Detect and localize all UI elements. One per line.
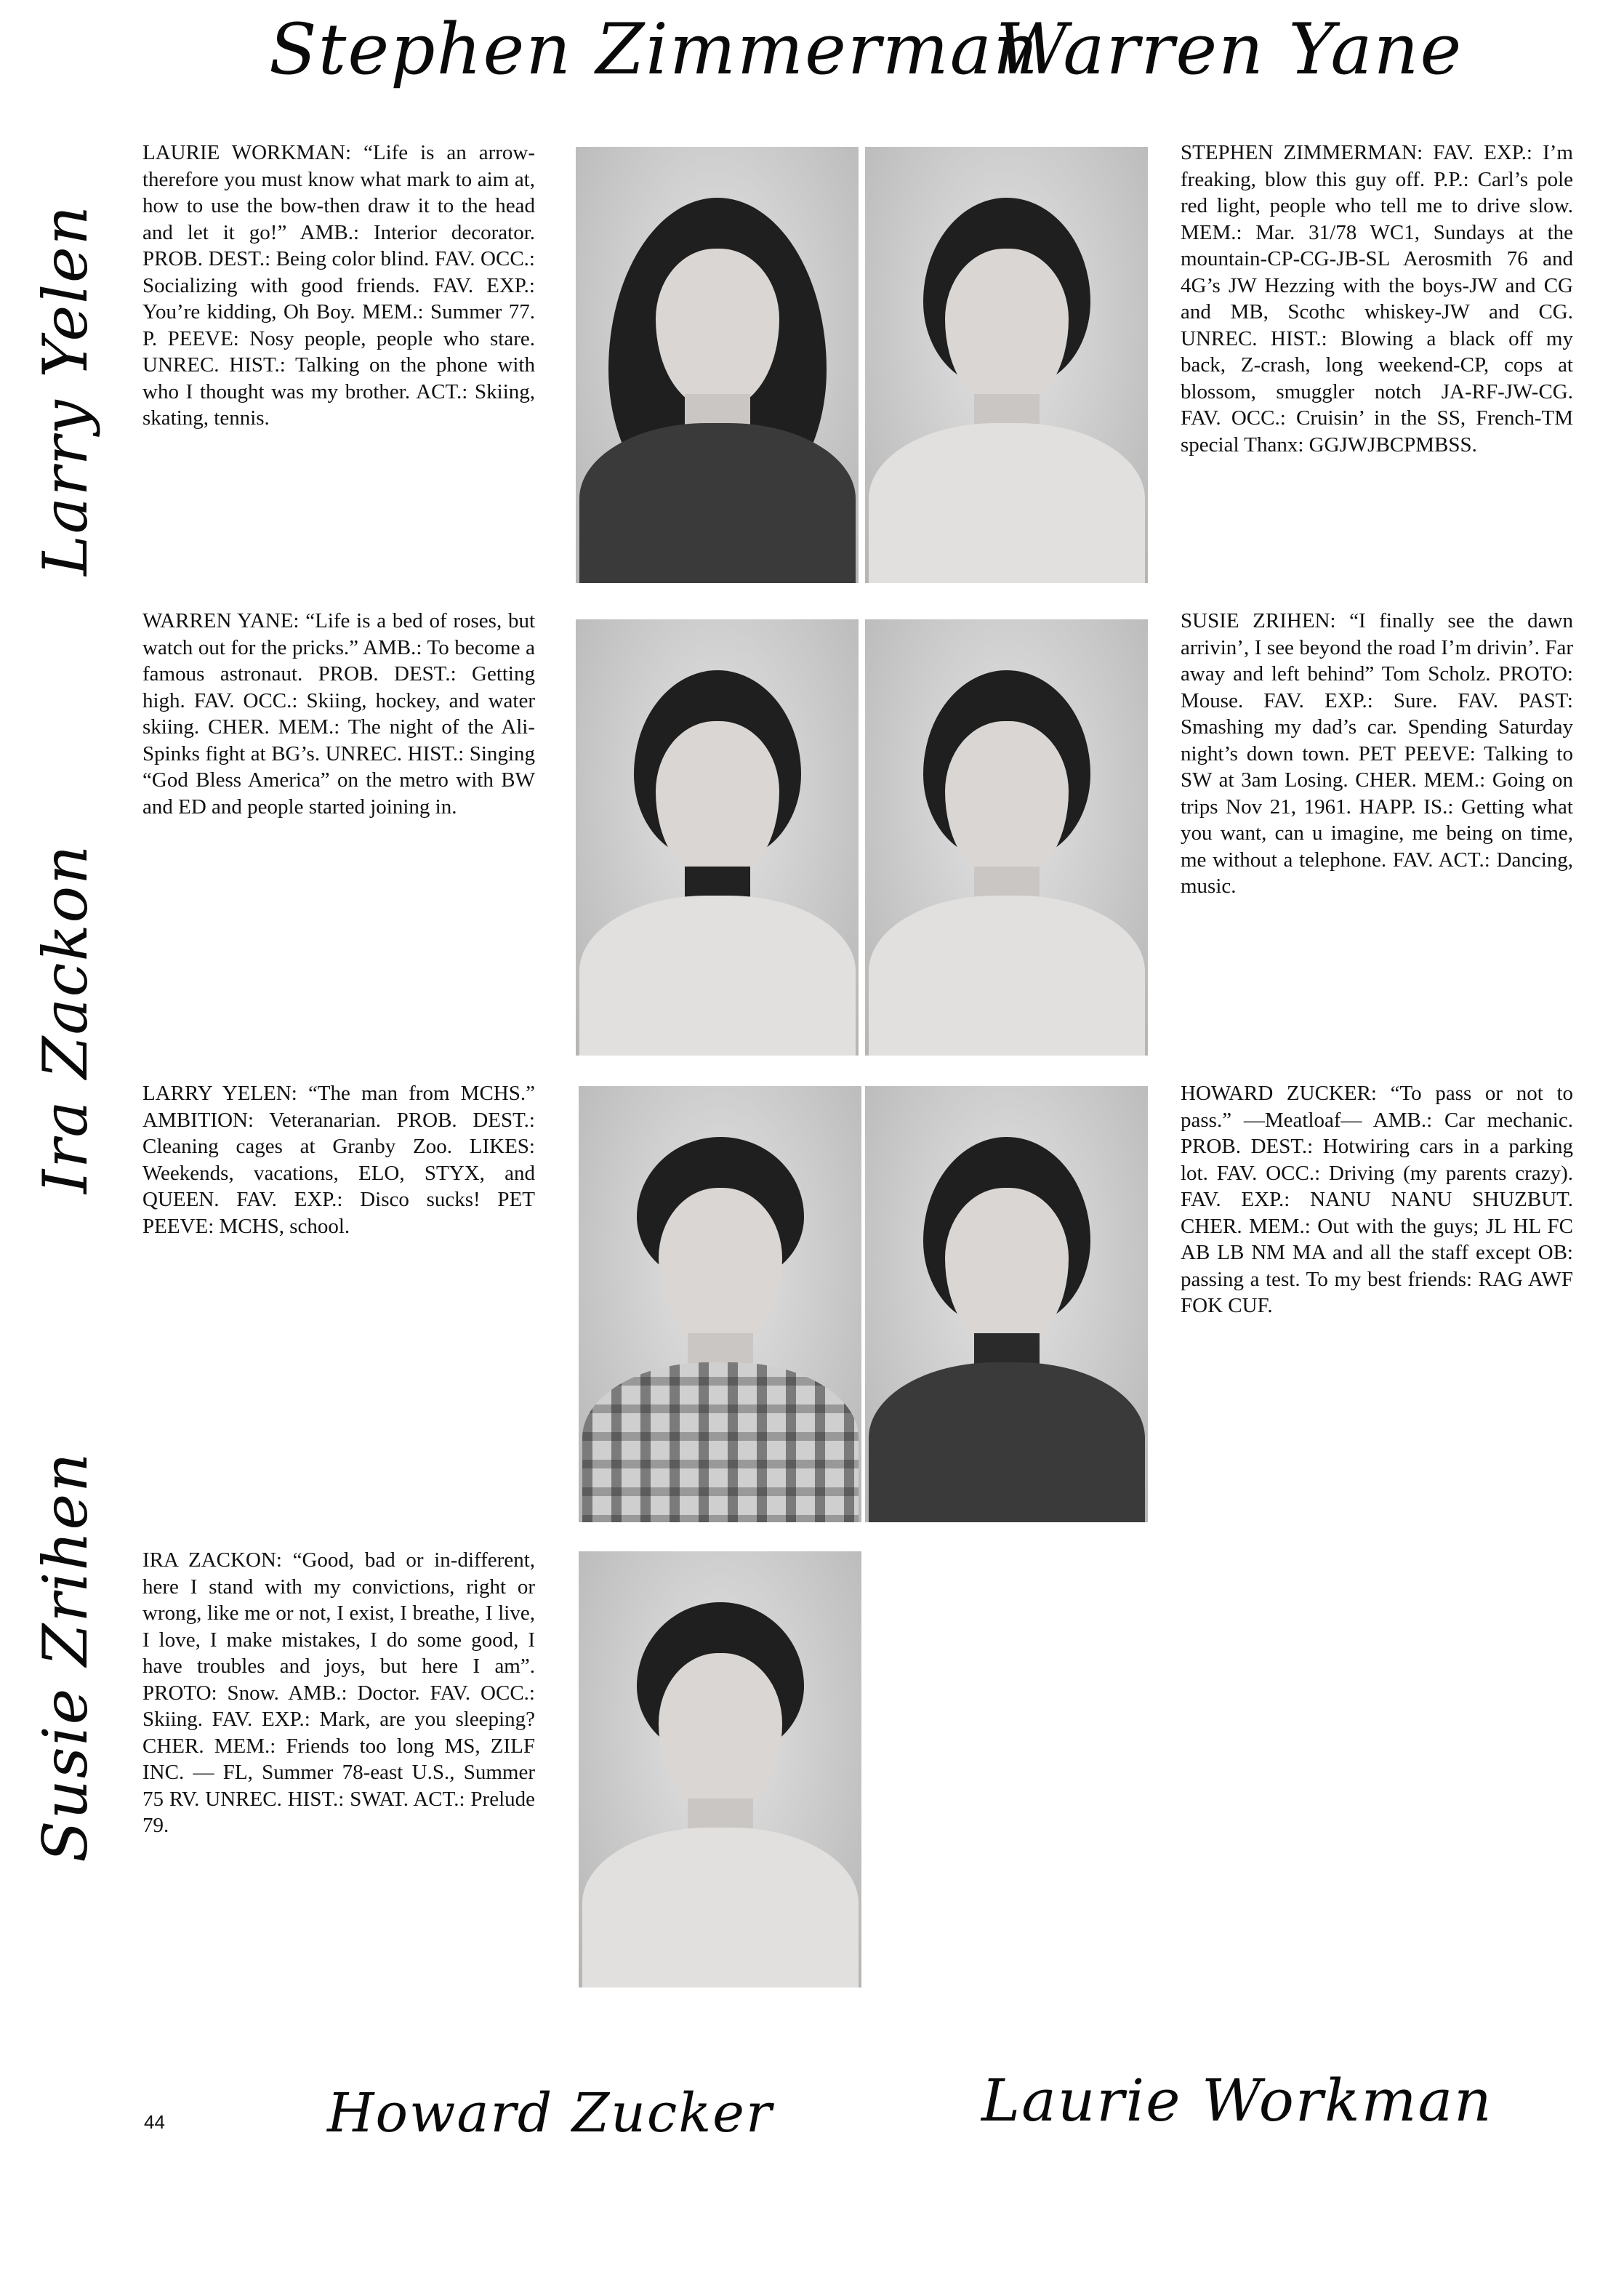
signature-howard-zucker: Howard Zucker: [327, 2082, 773, 2145]
bio-larry-yelen: LARRY YELEN: “The man from MCHS.” AMBITION: Veteranarian. PROB. DEST.: Cleaning cages at Granby Zoo. LIKES: Weekends, vacations, ELO, STYX, and QUEEN. FAV. EXP.: Disco sucks! PET PEEVE: MCHS, school.: [142, 1082, 535, 1238]
portrait-photo: [579, 1086, 861, 1522]
portrait-photo: [865, 147, 1148, 583]
signature-susie-zrihen: Susie Zrihen: [30, 1451, 101, 1862]
portrait-photo: [579, 1551, 861, 1987]
bio-ira-zackon: IRA ZACKON: “Good, bad or in-different, here I stand with my convictions, right or wrong, like me or not, I exist, I breathe, I live, I love, I make mistakes, I do some good, I have troubles and joys, but here I am”. PROTO: Snow. AMB.: Doctor. FAV. OCC.: Skiing. FAV. EXP.: Mark, are you sleeping? CHER. MEM.: Friends too long MS, ZILF INC. — FL, Summer 78-east U.S., Summer 75 RV. UNREC. HIST.: SWAT. ACT.: Prelude 79.: [142, 1548, 535, 1837]
page-number: 44: [144, 2111, 165, 2133]
portrait-photo: [576, 147, 859, 583]
portrait-photo: [865, 619, 1148, 1056]
portrait-photo: [576, 619, 859, 1056]
signature-stephen-zimmerman: Stephen Zimmerman: [269, 9, 1040, 90]
portrait-photo: [865, 1086, 1148, 1522]
bio-laurie-workman: LAURIE WORKMAN: “Life is an arrow-therefore you must know what mark to aim at, how to use the bow-then draw it to the head and let it go!” AMB.: Interior decorator. PROB. DEST.: Being color blind. FAV. OCC.: Socializing with good friends. FAV. EXP.: You’re kidding, Oh Boy. MEM.: Summer 77. P. PEEVE: Nosy people, people who stare. UNREC. HIST.: Talking on the phone with who I thought was my brother. ACT.: Skiing, skating, tennis.: [142, 141, 535, 430]
bio-stephen-zimmerman: STEPHEN ZIMMERMAN: FAV. EXP.: I’m freaking, blow this guy off. P.P.: Carl’s pole red light, people who tell me to drive slow. MEM.: Mar. 31/78 WC1, Sundays at the mountain-CP-CG-JB-SL Aerosmith 76 and 4G’s JW Hezzing with the boys-JW and CG and MB, Scothc whiskey-JW and CG. UNREC. HIST.: Blowing a black off my back, Z-crash, long weekend-CP, cops at blossom, smuggler notch JA-RF-JW-CG. FAV. OCC.: Cruisin’ in the SS, French-TM special Thanx: GGJWJBCPMBSS.: [1181, 141, 1573, 457]
bio-susie-zrihen: SUSIE ZRIHEN: “I finally see the dawn arrivin’, I see beyond the road I’m drivin’. Far away and left behind” Tom Scholz. PROTO: Mouse. FAV. EXP.: Sure. FAV. PAST: Smashing my dad’s car. Spending Saturday night’s down town. PET PEEVE: Talking to SW at 3am Losing. CHER. MEM.: Going on trips Nov 21, 1961. HAPP. IS.: Getting what you want, can u imagine, me being on time, me without a telephone. FAV. ACT.: Dancing, music.: [1181, 609, 1573, 898]
bio-warren-yane: WARREN YANE: “Life is a bed of roses, but watch out for the pricks.” AMB.: To become a famous astronaut. PROB. DEST.: Getting high. FAV. OCC.: Skiing, hockey, and water skiing. CHER. MEM.: The night of the Ali-Spinks fight at BG’s. UNREC. HIST.: Singing “God Bless America” on the metro with BW and ED and people started joining in.: [142, 609, 535, 819]
signature-larry-yelen: Larry Yelen: [30, 204, 101, 576]
signature-ira-zackon: Ira Zackon: [30, 843, 101, 1194]
signature-laurie-workman: Laurie Workman: [981, 2067, 1493, 2134]
signature-warren-yane: Warren Yane: [996, 9, 1463, 90]
bio-howard-zucker: HOWARD ZUCKER: “To pass or not to pass.” —Meatloaf— AMB.: Car mechanic. PROB. DEST.: Hotwiring cars in a parking lot. FAV. OCC.: Driving (my parents crazy). FAV. EXP.: NANU NANU SHUZBUT. CHER. MEM.: Out with the guys; JL HL FC AB LB NM MA and all the staff except OB: passing a test. To my best friends: RAG AWF FOK CUF.: [1181, 1082, 1573, 1317]
